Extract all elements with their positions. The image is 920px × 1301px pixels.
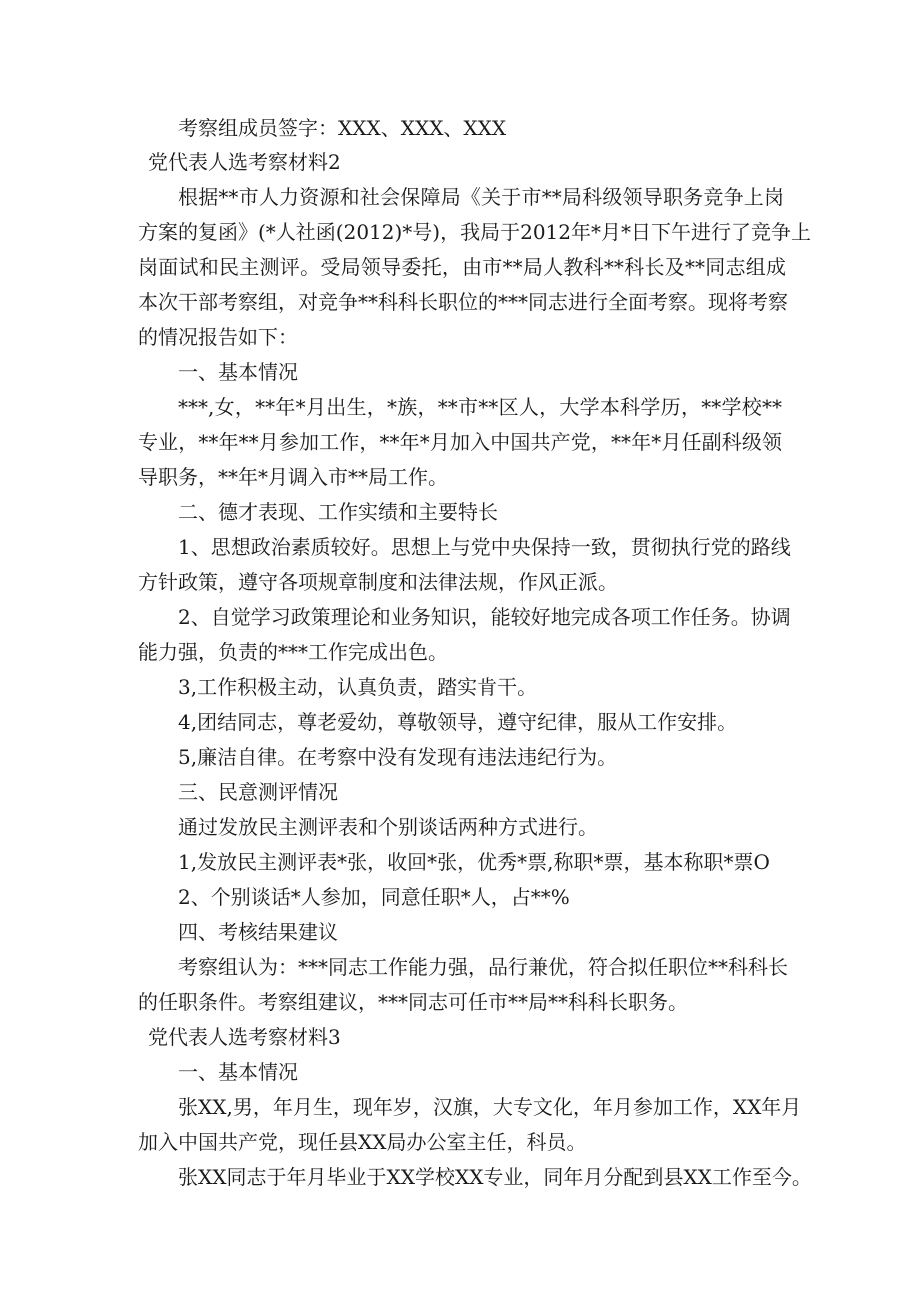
paragraph-line: 张XX同志于年月毕业于XX学校XX专业，同年月分配到县XX工作至今。: [178, 1165, 812, 1189]
paragraph-line: ***,女，**年*月出生，*族，**市**区人，大学本科学历，**学校**: [178, 395, 782, 419]
heading-basic-info: 一、基本情况: [178, 1060, 298, 1084]
paragraph-line: 方案的复函》(*人社函(2012)*号)，我局于2012年*月*日下午进行了竞争上: [138, 220, 812, 244]
paragraph-line: 的任职条件。考察组建议，***同志可任市**局**科科长职务。: [138, 990, 688, 1014]
heading-poll: 三、民意测评情况: [178, 780, 338, 804]
section-title-2: 党代表人选考察材料2: [148, 150, 341, 174]
list-item: 5,廉洁自律。在考察中没有发现有违法违纪行为。: [178, 745, 618, 769]
signature-line: 考察组成员签字：XXX、XXX、XXX: [178, 116, 507, 140]
paragraph-line: 导职务，**年*月调入市**局工作。: [138, 465, 448, 489]
heading-performance: 二、德才表现、工作实绩和主要特长: [178, 500, 498, 524]
section-title-3: 党代表人选考察材料3: [148, 1025, 341, 1049]
heading-basic-info: 一、基本情况: [178, 360, 298, 384]
paragraph-line: 考察组认为：***同志工作能力强，品行兼优，符合拟任职位**科科长: [178, 955, 788, 979]
paragraph-line: 本次干部考察组，对竞争**科科长职位的***同志进行全面考察。现将考察: [138, 290, 788, 314]
paragraph-line: 通过发放民主测评表和个别谈话两种方式进行。: [178, 815, 598, 839]
paragraph-line: 2、自觉学习政策理论和业务知识，能较好地完成各项工作任务。协调: [178, 605, 791, 629]
list-item: 4,团结同志，尊老爱幼，尊敬领导，遵守纪律，服从工作安排。: [178, 710, 738, 734]
heading-recommendation: 四、考核结果建议: [178, 920, 338, 944]
list-item: 1,发放民主测评表*张，收回*张，优秀*票,称职*票，基本称职*票O: [178, 850, 770, 874]
paragraph-line: 专业，**年**月参加工作，**年*月加入中国共产党，**年*月任副科级领: [138, 430, 782, 454]
paragraph-line: 加入中国共产党，现任县XX局办公室主任，科员。: [138, 1130, 587, 1154]
paragraph-line: 张XX,男，年月生，现年岁，汉旗，大专文化，年月参加工作，XX年月: [178, 1095, 802, 1119]
list-item: 2、个别谈话*人参加，同意任职*人，占**%: [178, 885, 570, 909]
paragraph-line: 1、思想政治素质较好。思想上与党中央保持一致，贯彻执行党的路线: [178, 535, 791, 559]
paragraph-line: 的情况报告如下：: [138, 325, 298, 349]
paragraph-line: 根据**市人力资源和社会保障局《关于市**局科级领导职务竞争上岗: [178, 185, 784, 209]
paragraph-line: 岗面试和民主测评。受局领导委托，由市**局人教科**科长及**同志组成: [138, 255, 786, 279]
list-item: 3,工作积极主动，认真负责，踏实肯干。: [178, 675, 538, 699]
paragraph-line: 方针政策，遵守各项规章制度和法律法规，作风正派。: [138, 570, 618, 594]
paragraph-line: 能力强，负责的***工作完成出色。: [138, 640, 448, 664]
